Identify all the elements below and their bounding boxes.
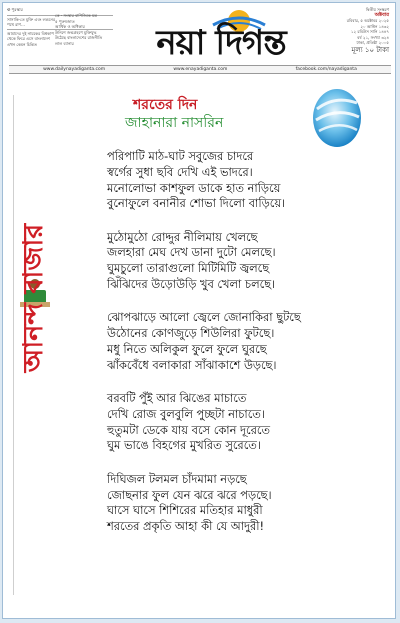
- poem-line: বরবটি পুঁই আর ঝিঙের মাচাতে: [107, 391, 247, 406]
- stanza: [107, 230, 397, 293]
- left-line: পথে রাণ…: [7, 22, 25, 28]
- masthead-link-bar: [9, 65, 391, 74]
- poem-line: ঝাঁকবেঁধে বলাকারা সাঁঝাকাশে উড়ছে।: [107, 357, 277, 372]
- stanza: [107, 472, 397, 535]
- wind-swirl-icon: [311, 87, 363, 149]
- poem-line: মুঠোমুঠো রোদ্দুর নীলিমায় খেলছে: [107, 229, 258, 244]
- poem-line: দিঘিজল টলমল চাঁদমামা নড়ছে: [107, 471, 247, 486]
- poem-line: স্বর্গের সুধা ছবি দেখি এই ভাদরে।: [107, 164, 253, 179]
- poem-author: জাহানারা নাসরিন: [125, 115, 224, 131]
- poem-line: ঝোপঝাড়ে আলো জ্বেলে জোনাকিরা ছুটছে: [107, 310, 301, 325]
- edition-name: অক্টবার: [374, 11, 389, 18]
- poem-line: জোছনার ফুল যেন ঝরে ঝরে পড়ছে।: [107, 487, 272, 502]
- poem-line: শরতের প্রকৃতি আহা কী যে আদুরী!: [107, 519, 265, 534]
- stanza: [107, 149, 397, 212]
- left-line: সাসাকি-তে মুক্তি এবং লন্ডনের: [7, 16, 56, 22]
- poem-line: জলহারা মেঘ দেখ ডানা দুটো মেলছে।: [107, 245, 276, 260]
- poem-line: উঠোনের কোণজুড়ে শিউলিরা ফুটছে।: [107, 326, 275, 341]
- left-line: আমাদের দুই নায়কের বিশ্বকাপ: [7, 30, 54, 36]
- left-page-number: ৩: [7, 7, 11, 13]
- poem-line: ঘুম ভাঙে বিহগের মুখরিত সুরেতে।: [107, 438, 261, 453]
- facebook-link[interactable]: facebook.com/nayadiganta: [295, 67, 357, 72]
- newspaper-page: [2, 2, 396, 619]
- poem-line: পরিপাটি মাঠ-ঘাট সবুজের চাদরে: [107, 149, 254, 163]
- side-divider: [13, 95, 14, 595]
- date-line: বর্ষ ২১, সংখ্যা ৩২৪: [357, 34, 389, 40]
- date-line: ১২ রবিউস সানি ১৪৪৭: [350, 29, 389, 34]
- masthead-right-column: [327, 7, 389, 53]
- poem-line: হুতুমটা ডেকে যায় বসে কোন দূরেতে: [107, 422, 270, 437]
- poem-line: মধু নিতে অলিকুল ফুলে ফুলে ঘুরছে: [107, 341, 267, 356]
- poem-body: [107, 149, 397, 552]
- badge-text: আনন্দ বাজার: [18, 223, 49, 373]
- poem-title: শরতের দিন: [133, 97, 198, 113]
- mid-line: আর্থিক ও অধিকার: [55, 24, 85, 29]
- date-line: রবিবার, ৫ অক্টোবর ২০২৫: [346, 18, 389, 23]
- masthead: [3, 3, 395, 75]
- mid-line: ৫ পুরুষজাত: [55, 18, 75, 24]
- mid-line: উনিশে জন্মগ্রহণে মুক্তিযুদ্ধ: [55, 29, 97, 35]
- mid-line: কে - সংস্থার বাণিজ্যিক মন্ত্র: [55, 13, 97, 18]
- epaper-link[interactable]: www.enayadiganta.com: [173, 67, 228, 72]
- poem-line: ঘুমচুলো তারাগুলো মিটিমিটি জ্বলছে: [107, 261, 270, 276]
- logo-text: নয়া দিগন্ত: [156, 23, 286, 63]
- left-line: থেকে ফিরে এসে বাংলাদেশ: [7, 36, 50, 42]
- mid-line: উঠেছে বাংলাদেশের রাজনীতি: [55, 35, 103, 40]
- stanza: [107, 310, 397, 373]
- edition-label: দ্বিতীয় সংস্করণ: [365, 7, 389, 12]
- left-section-label: পুরস্কার: [11, 7, 23, 12]
- stanza: [107, 391, 397, 454]
- website-link[interactable]: www.dailynayadiganta.com: [43, 67, 106, 72]
- newspaper-logo: [121, 5, 321, 67]
- poem-line: ঝিঁঝিদের উড়োউড়ি খুব খেলা চলছে।: [107, 277, 276, 292]
- masthead-mid-column: [55, 13, 113, 46]
- date-line: ঢাকা, প্রতিষ্ঠা ২০০৫: [356, 40, 389, 45]
- price: মূল্য ১০ টাকা: [351, 45, 389, 54]
- poem-line: মনোলোভা কাশফুল ডাকে হাত নাড়িয়ে: [107, 180, 281, 195]
- poem-line: দেখি রোজ বুলবুলি পুচ্ছটা নাচাতে।: [107, 406, 265, 421]
- left-line: এখন কেমন চিন্তিত: [7, 41, 37, 47]
- poem-line: ঘাসে ঘাসে শিশিরের মতিহার মাধুরী: [107, 503, 263, 518]
- poem-line: বুনোফুলে বনানীর শোভা দিলো বাড়িয়ে।: [107, 196, 286, 211]
- side-badge: [16, 198, 52, 398]
- mid-line: লাল ব্যানার: [55, 40, 74, 46]
- date-line: ২০ আশ্বিন ১৪৩২: [360, 23, 389, 29]
